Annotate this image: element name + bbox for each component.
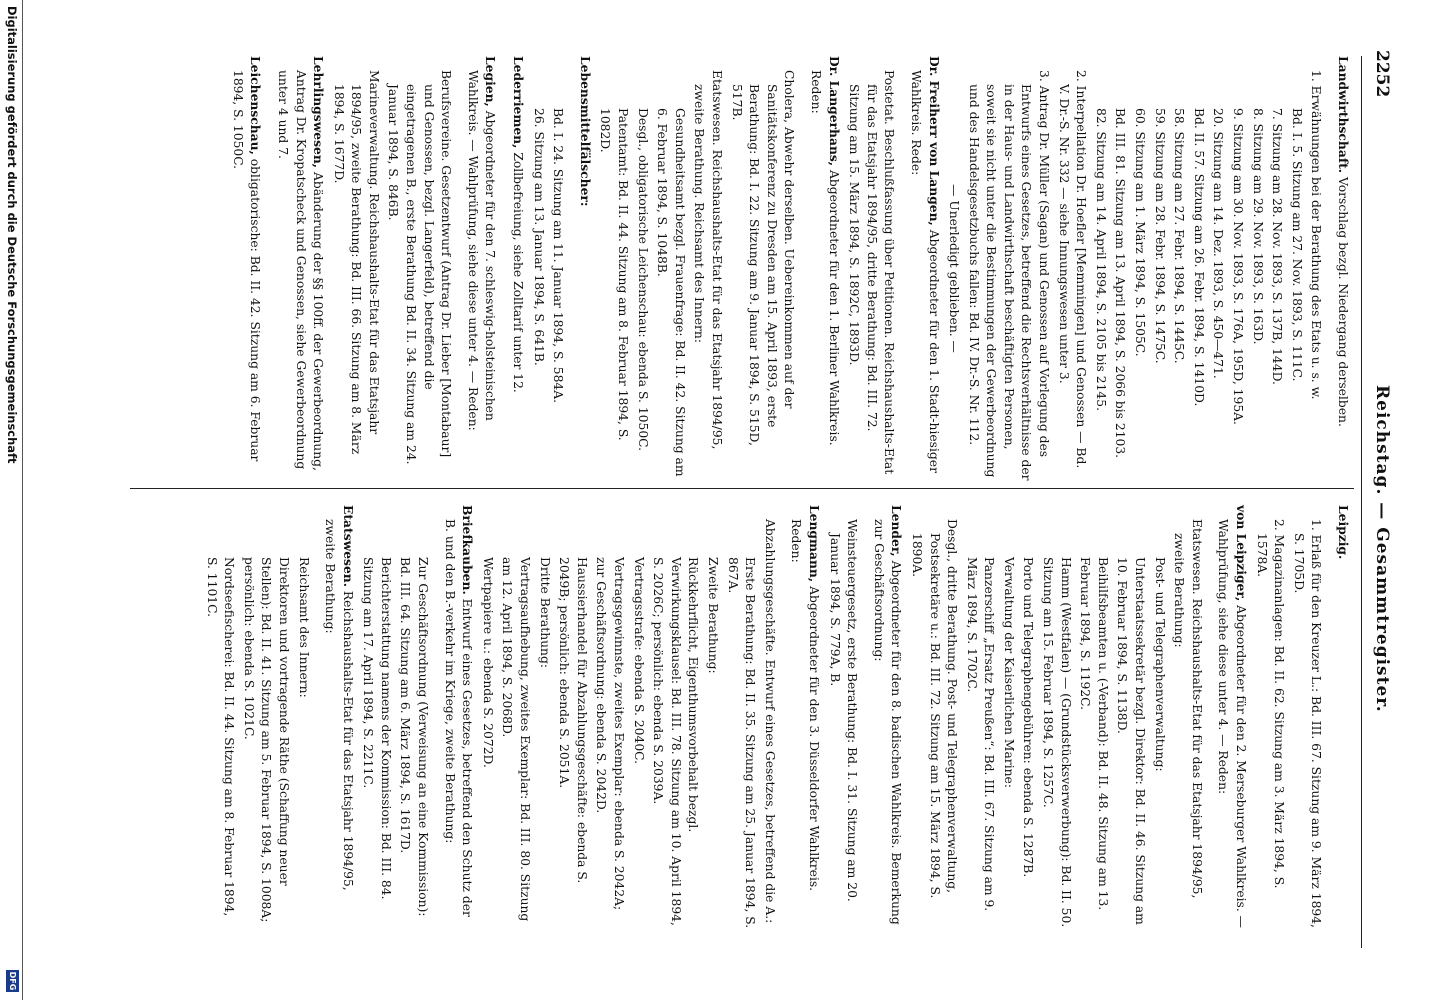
- entry-text: Abgeordneter für den 3. Düsseldorfer Wahlkreis. Reden:: [789, 519, 821, 892]
- entry-note: — Unerledigt geblieben. —: [947, 184, 962, 353]
- entry-reference: Patentamt: Bd. II. 44. Sitzung am 8. Februar 1894, S. 1082D.: [598, 108, 631, 441]
- register-entry: [508, 56, 527, 481]
- entry-subitem: 1. Erwähnungen bei der Berathung des Etats u. s. w.: [1309, 70, 1324, 400]
- register-entry: [906, 56, 942, 481]
- entry-keyword: Landwirthschaft.: [1336, 56, 1351, 174]
- entry-text: Abänderung der §§ 100ff. der Gewerbeordnung, Antrag Dr. Kropatscheck und Genossen, siehe Gewerbeordnung unter 4 und 7.: [275, 70, 326, 471]
- entry-text: Abgeordneter für den 2. Merseburger Wahlkreis. — Wahlprüfung, siehe diese unter 4. — Reden:: [1216, 519, 1249, 928]
- entry-text: Abgeordneter für den 1. Berliner Wahlkreis. Reden:: [808, 70, 841, 446]
- entry-subitem: Desgl., dritte Berathung. Post- und Telegraphenverwaltung, Postsekretäre u.: Bd. III. 72. Sitzung am 15. März 1894, S. 1890A.: [909, 519, 960, 899]
- entry-reference: 58. Sitzung am 27. Febr. 1894, S. 1445C.: [1172, 108, 1187, 364]
- entry-reference: Vertragsstrafe: ebenda S. 2040C.: [631, 557, 646, 765]
- entry-reference: Wertpapiere u.: ebenda S. 2072D.: [480, 557, 495, 768]
- entry-reference: Zur Geschäftsordnung (Verweisung an eine Kommission): Bd. III. 64. Sitzung am 6. März 1894, S. 1617D.: [398, 557, 431, 917]
- header-rule: [1361, 56, 1362, 948]
- entry-reference: Reichsamt des Innern:: [296, 557, 311, 698]
- entry-reference: Unterstaatssekretär bezgl. Direktor: Bd. II. 46. Sitzung am 10. Februar 1894, S. 1138D.: [1115, 557, 1148, 925]
- entry-keyword: Briefkauben.: [460, 505, 476, 595]
- entry-text: Abgeordneter für den 1. Stadt-hiesiger Wahlkreis. Rede:: [908, 70, 941, 473]
- entry-reference: Panzerschiff „Ersatz Preußen“: Bd. III. 67. Sitzung am 9. März 1894, S. 1702C.: [964, 557, 997, 912]
- entry-text: Zollbefreiung, siehe Zolltarif unter 12.: [511, 148, 526, 393]
- running-title: Reichstag. — Gesammtregister.: [1372, 385, 1392, 713]
- entry-text: Reichshaushalts-Etat für das Etatsjahr 1894/95, zweite Berathung:: [323, 519, 355, 891]
- right-column: [200, 505, 1352, 930]
- entry-subitem: Marineverwaltung. Reichshaushalts-Etat für das Etatsjahr 1894/95, zweite Berathung: Bd. III. 66. Sitzung am 8. März 1894, S. 1677D.: [331, 70, 381, 455]
- entry-reference: Nordseefischerei: Bd. II. 44. Sitzung am 8. Februar 1894, S. 1101C.: [204, 557, 237, 917]
- page-number: 2252: [1372, 50, 1392, 98]
- register-entry: [273, 56, 327, 481]
- entry-reference: 20. Sitzung am 14. Dez. 1893, S. 450—471.: [1211, 108, 1226, 379]
- entry-reference: Dritte Berathung:: [537, 557, 552, 668]
- entry-keyword: Lehrlingswesen,: [311, 56, 327, 169]
- column-divider: [130, 488, 1354, 489]
- footer-text: Digitalisierung gefördert durch die Deutsche Forschungsgemeinschaft: [5, 6, 19, 464]
- entry-reference: Vertragsgewinnste, zweites Exemplar: ebenda S. 2042A; zur Geschäftsordnung: ebenda S. 2042D.: [594, 557, 627, 911]
- entry-reference: Direktoren und vortragende Räthe (Schaffung neuer Stellen): Bd. II. 41. Sitzung am 5. Februar 1894, S. 1008A; persönlich: ebenda S. 1021C.: [241, 557, 291, 923]
- entry-keyword: Legien,: [483, 56, 499, 107]
- entry-subitem: 3. Antrag Dr. Müller (Sagan) und Genossen auf Vorlegung des Entwurfs eines Gesetzes, betreffend die Rechtsverhältnisse der in der Haus- und Landwirthschaft beschäftigten Personen, soweit sie nicht unter die Bestimmungen der Gewerbeordnung und des Handelsgesetzbuchs fallen: Bd. IV. Dr.-S. Nr. 112.: [966, 70, 1052, 481]
- entry-keyword: Etatswesen.: [340, 505, 356, 588]
- dfg-logo-icon: DFG: [8, 971, 17, 991]
- entry-text: Vorschlag bezgl. Niedergang derselben.: [1336, 173, 1350, 427]
- register-entry: [1333, 56, 1352, 481]
- entry-reference: Berichterstattung namens der Kommission: Bd. III. 84. Sitzung am 17. April 1894, S. 2211C.: [361, 557, 393, 900]
- entry-keyword: Lender,: [889, 505, 905, 557]
- register-entry: [228, 56, 264, 481]
- register-entry: [1333, 505, 1352, 930]
- entry-reference: Beihilfsbeamten u. (-Verband): Bd. II. 48. Sitzung am 13. Februar 1894, S. 1192C.: [1078, 557, 1110, 911]
- digitization-footer: [2, 0, 23, 1000]
- entry-keyword: Leichenschau,: [248, 56, 264, 155]
- entry-reference: Zweite Berathung:: [706, 557, 720, 674]
- entry-subitem: 2. Interpellation Dr. Hoefler [Memmingen] und Genossen — Bd. V. Dr.-S. Nr. 332 — siehe Innungswesen unter 3.: [1056, 70, 1089, 469]
- entry-reference: 60. Sitzung am 1. März 1894, S. 1505C.: [1133, 108, 1148, 357]
- entry-reference: Desgl., obligatorische Leichenschau: ebenda S. 1050C.: [635, 108, 650, 452]
- entry-keyword: Lebensmittelfälscher:: [577, 56, 593, 207]
- entry-keyword: Leipzig.: [1336, 505, 1351, 560]
- entry-subitem: 1. Erlaß für den Kreuzer L.: Bd. III. 67. Sitzung am 9. März 1894, S. 1705D.: [1291, 519, 1324, 928]
- register-entry: [787, 505, 823, 930]
- entry-reference: 82. Sitzung am 14. April 1894, S. 2105 bis 2145.: [1093, 108, 1108, 411]
- entry-subitem: 2. Magazinanlagen: Bd. II. 62. Sitzung am 3. März 1894, S. 1578A.: [1254, 519, 1287, 889]
- entry-reference: Bd. II. 57. Sitzung am 26. Febr. 1894, S. 1410D.: [1191, 108, 1206, 407]
- entry-reference: Bd. III. 81. Sitzung am 13. April 1894, S. 2066 bis 2103.: [1113, 108, 1128, 459]
- entry-reference: Gesundheitsamt bezgl. Frauenfrage: Bd. II. 42. Sitzung am 6. Februar 1894, S. 1048B.: [655, 108, 687, 477]
- entry-reference: Erste Berathung: Bd. II. 35. Sitzung am 25. Januar 1894, S. 867A.: [725, 557, 758, 929]
- entry-reference: Haussierhandel für Abzahlungsgeschäfte: ebenda S. 2049B; persönlich: ebenda S. 2051A.: [557, 557, 589, 884]
- entry-reference: Verwaltung der Kaiserlichen Marine:: [1001, 557, 1016, 788]
- entry-subitem: Abzahlungsgeschäfte. Entwurf eines Gesetzes, betreffend die A.:: [762, 519, 777, 924]
- entry-reference: Porto und Telegraphengebühren: ebenda S. 1287B.: [1021, 557, 1036, 878]
- register-entry: [806, 56, 842, 481]
- left-column: [219, 56, 1352, 481]
- register-entry: [463, 56, 499, 481]
- entry-reference: Rückkehrflicht, Eigenthumsvorbehalt bezgl. Verwirkungsklausel: Bd. III. 78. Sitzung am 10. April 1894, S. 2026C; persönlich: ebenda S. 2039A.: [651, 557, 701, 926]
- register-entry: [869, 505, 905, 930]
- entry-subitem: Weinsteuergesetz, erste Berathung: Bd. I. 31. Sitzung am 20. Januar 1894, S. 779A, B.: [827, 519, 860, 902]
- entry-keyword: von Leipziger,: [1234, 505, 1250, 602]
- entry-text: Abgeordneter für den 8. badischen Wahlkreis. Bemerkung zur Geschäftsordnung:: [871, 519, 904, 925]
- entry-reference: Vertragsaufhebung, zweites Exemplar: Bd. III. 80. Sitzung am 12. April 1894, S. 2068D.: [500, 557, 533, 922]
- entry-keyword: Lengmann,: [806, 505, 822, 583]
- entry-reference: 9. Sitzung am 30. Nov. 1893, S. 176A, 195D, 195A.: [1231, 108, 1246, 425]
- entry-text: Entwurf eines Gesetzes, betreffend den Schutz der B. und den B.-verkehr im Kriege, zweite Berathung:: [442, 519, 475, 917]
- register-entry: [1214, 505, 1250, 930]
- entry-reference: Bd. I. 5. Sitzung am 27. Nov. 1893, S. 111C.: [1289, 108, 1304, 382]
- entry-reference: 59. Sitzung am 28. Febr. 1894, S. 1475C.: [1152, 108, 1167, 364]
- entry-keyword: Lederriemen,: [511, 56, 527, 149]
- entry-text: obligatorische: Bd. II. 42. Sitzung am 6. Februar 1894, S. 1050C.: [230, 70, 263, 462]
- entry-subitem: Etatswesen. Reichshaushalts-Etat für das Etatsjahr 1894/95, zweite Berathung:: [1172, 519, 1204, 899]
- entry-subitem: Berufsvereine. Gesetzentwurf (Antrag Dr. Lieber [Montabaur] und Genossen, bezgl. Langerfeld), betreffend die eingetragenen B., erste Berathung Bd. II. 34. Sitzung am 24. Januar 1894, S. 846B.: [386, 70, 454, 465]
- page-header: [1362, 50, 1392, 950]
- entry-reference: 26. Sitzung am 13. Januar 1894, S. 641B.: [531, 108, 546, 366]
- register-entry: [575, 56, 594, 481]
- entry-reference: Bd. I. 24. Sitzung am 11. Januar 1894, S. 584A.: [551, 108, 566, 404]
- entry-keyword: Dr. Langerhans,: [826, 56, 842, 167]
- entry-subitem: Postetat. Beschlußfassung über Petitionen. Reichshaushalts-Etat für das Etatsjahr 1894/95, dritte Berathung: Bd. III. 72. Sitzung am 15. März 1894, S. 1892C, 1893D.: [847, 70, 897, 475]
- entry-reference: Post- und Telegraphenverwaltung:: [1152, 557, 1167, 772]
- entry-reference: 7. Sitzung am 28. Nov. 1893, S. 137B, 144D.: [1270, 108, 1285, 385]
- entry-reference: Hamm (Westfalen) — (Grundstücksverwerbung): Bd. II. 50. Sitzung am 15. Februar 1894, S. 1257C.: [1041, 557, 1073, 928]
- register-entry: [440, 505, 476, 930]
- entry-keyword: Dr. Freiherr von Langen,: [926, 56, 942, 226]
- entry-text: Abgeordneter für den 7. schleswig-holsteinischen Wahlkreis. — Wahlprüfung, siehe diese unter 4. — Reden:: [465, 70, 498, 431]
- register-entry: [321, 505, 357, 930]
- entry-reference: 8. Sitzung am 29. Nov. 1893, S. 163D.: [1250, 108, 1265, 345]
- entry-subitem: Etatswesen. Reichshaushalts-Etat für das Etatsjahr 1894/95, zweite Berathung. Reichsamt des Innern:: [692, 70, 724, 450]
- entry-subitem: Cholera, Abwehr derselben. Uebereinkommen auf der Sanitätskonferenz zu Dresden am 15. April 1893, erste Berathung: Bd. I. 22. Sitzung am 9. Januar 1894, S. 515D, 517B.: [729, 70, 797, 446]
